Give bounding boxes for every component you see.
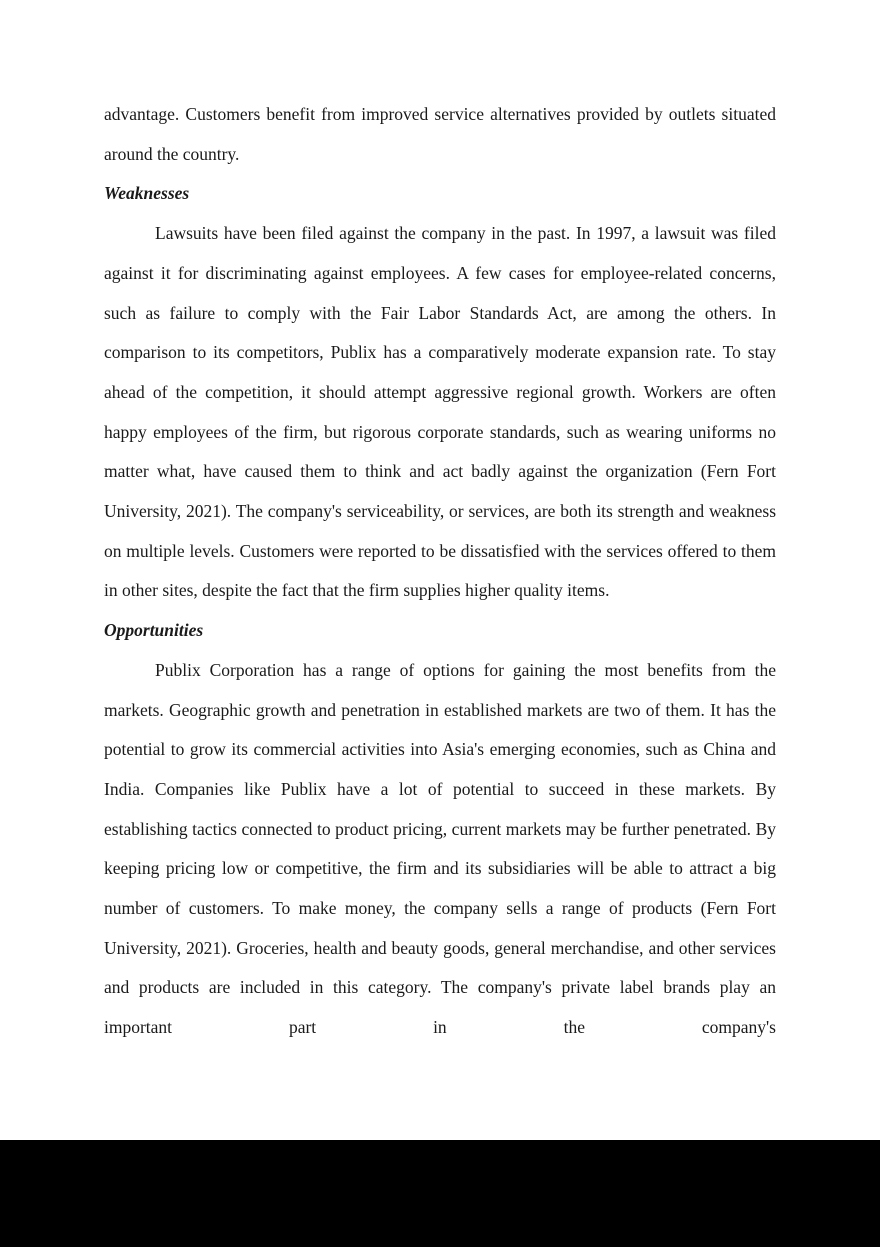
bottom-black-bar <box>0 1140 880 1247</box>
section-heading-opportunities: Opportunities <box>104 620 204 641</box>
section-heading-weaknesses: Weaknesses <box>104 183 190 204</box>
paragraph-weaknesses-body: Lawsuits have been filed against the company in the past. In 1997, a lawsuit was filed against it for discriminating against employees. A few cases for employee-related concerns, such as failure to comply with the Fair Labor Standards Act, are among the others. In comparison to its competitors, Publix has a comparatively moderate expansion rate. To stay ahead of the competition, it should attempt aggressive regional growth. Workers are often happy employees of the firm, but rigorous corporate standards, such as wearing uniforms no matter what, have caused them to think and act badly against the organization (Fern Fort University, 2021). The company's serviceability, or services, are both its strength and weakness on multiple levels. Customers were reported to be dissatisfied with the services offered to them in other sites, despite the fact that the firm supplies higher quality items. <box>104 223 776 601</box>
paragraph-opportunities-body: Publix Corporation has a range of options for gaining the most benefits from the markets. Geographic growth and penetration in established markets are two of them. It has the potential to grow its commercial activities into Asia's emerging economies, such as China and India. Companies like Publix have a lot of potential to succeed in these markets. By establishing tactics connected to product pricing, current markets may be further penetrated. By keeping pricing low or competitive, the firm and its subsidiaries will be able to attract a big number of customers. To make money, the company sells a range of products (Fern Fort University, 2021). Groceries, health and beauty goods, general merchandise, and other services and products are included in this category. The company's private label brands play an important part in the company's <box>104 659 776 1038</box>
paragraph-advantage-continuation: advantage. Customers benefit from improved service alternatives provided by outlets situated around the country. <box>104 104 776 164</box>
document-page-content <box>104 95 776 1048</box>
